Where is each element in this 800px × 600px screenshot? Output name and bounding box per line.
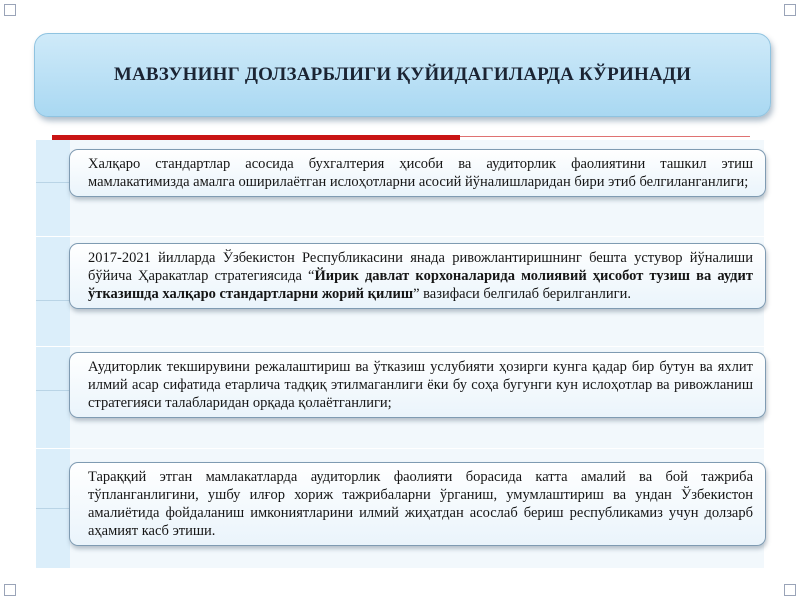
panel-tick (36, 508, 70, 509)
point-text-1: Халқаро стандартлар асосида бухгалтерия ҳисоби ва аудиторлик фаолиятини ташкил этиш мамлакатимизда амалга оширилаётган ислоҳотларни асосий йўналишларидан бири этиб белгиланганлиги; (88, 156, 753, 190)
point-card-2 (69, 243, 766, 309)
corner-mark-top-left (4, 4, 16, 16)
panel-separator (36, 236, 764, 237)
point-text-2-after: ” вазифаси белгилаб берилганлиги. (413, 286, 631, 302)
point-text-2-before: 2017-2021 йилларда Ўзбекистон Республикасини янада ривожлантиришнинг бешта устувор йўналиши бўйича Ҳаракатлар стратегиясида “ (88, 250, 753, 284)
slide-title: МАВЗУНИНГ ДОЛЗАРБЛИГИ ҚУЙИДАГИЛАРДА КЎРИНАДИ (113, 64, 692, 85)
title-underline-line (460, 136, 750, 137)
panel-tick (36, 390, 70, 391)
panel-tick (36, 182, 70, 183)
panel-separator (36, 448, 764, 449)
corner-mark-bottom-left (4, 584, 16, 596)
point-text-4: Тараққий этган мамлакатларда аудиторлик фаолияти борасида катта амалий ва бой тажриба тўпланганлигини, ушбу илғор хориж тажрибаларни ўрганиш, умумлаштириш ва ундан Ўзбекистон амалиётида фойдаланиш имкониятларини илмий жиҳатдан асослаб бериш республикамиз учун долзарб аҳамият касб этиши. (88, 469, 753, 539)
point-card-1 (69, 149, 766, 197)
panel-separator (36, 346, 764, 347)
panel-tick (36, 300, 70, 301)
corner-mark-bottom-right (784, 584, 796, 596)
point-card-4 (69, 462, 766, 546)
point-card-3 (69, 352, 766, 418)
point-text-2-bold: Йирик давлат корхоналарида молиявий ҳисобот тузиш ва аудит ўтказишда халқаро стандартларни жорий қилиш (88, 268, 753, 302)
point-text-3: Аудиторлик текширувини режалаштириш ва ўтказиш услубияти ҳозирги кунга қадар бир бутун ва яхлит илмий асар сифатида етарлича тадқиқ этилмаганлиги ёки бу соҳа бугунги кун ислоҳотлар ва ривожланиш стратегияси талабларидан орқада қолаётганлиги; (88, 359, 753, 411)
corner-mark-top-right (784, 4, 796, 16)
title-banner (34, 33, 771, 117)
